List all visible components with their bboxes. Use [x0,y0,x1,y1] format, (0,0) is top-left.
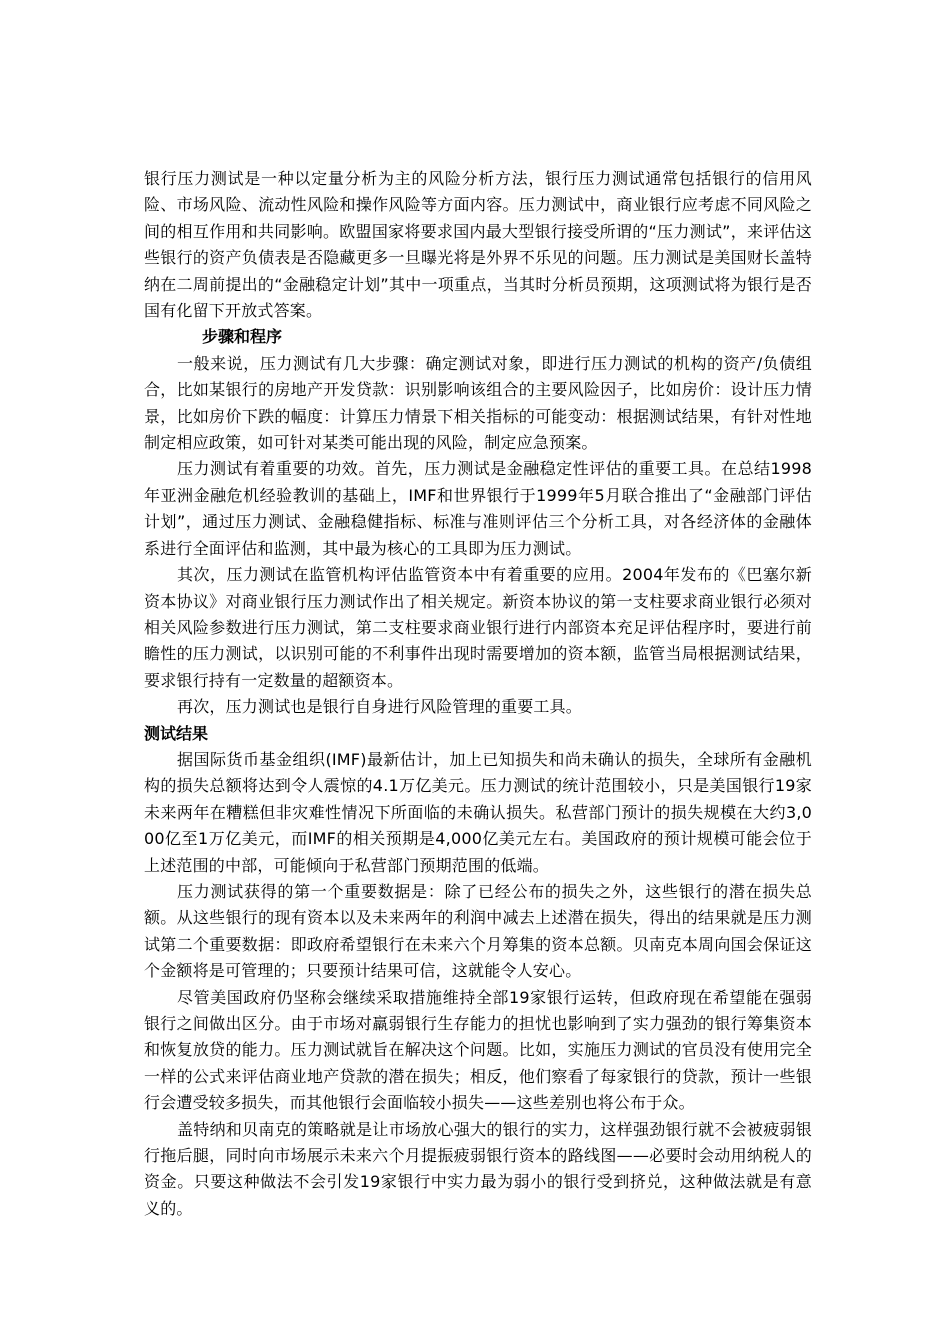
results-paragraph-2: 压力测试获得的第一个重要数据是：除了已经公布的损失之外，这些银行的潜在损失总额。从这些银行的现有资本以及未来两年的利润中减去上述潜在损失，得出的结果就是压力测试第二个重要数据：即政府希望银行在未来六个月筹集的资本总额。贝南克本周向国会保证这个金额将是可管理的；只要预计结果可信，这就能令人安心。 [144,881,812,981]
intro-paragraph: 银行压力测试是一种以定量分析为主的风险分析方法，银行压力测试通常包括银行的信用风险、市场风险、流动性风险和操作风险等方面内容。压力测试中，商业银行应考虑不同风险之间的相互作用和共同影响。欧盟国家将要求国内最大型银行接受所谓的“压力测试”，来评估这些银行的资产负债表是否隐藏更多一旦曝光将是外界不乐见的问题。压力测试是美国财长盖特纳在二周前提出的“金融稳定计划”其中一项重点，当其时分析员预期，这项测试将为银行是否国有化留下开放式答案。 [144,169,812,321]
steps-paragraph-4: 再次，压力测试也是银行自身进行风险管理的重要工具。 [177,697,583,717]
section-heading-results: 测试结果 [144,723,209,743]
document-body [144,166,812,1222]
section-heading-steps: 步骤和程序 [202,327,283,347]
results-paragraph-1: 据国际货币基金组织(IMF)最新估计，加上已知损失和尚未确认的损失，全球所有金融机构的损失总额将达到令人震惊的4.1万亿美元。压力测试的统计范围较小，只是美国银行19家未来两年在糟糕但非灾难性情况下所面临的未确认损失。私营部门预计的损失规模在大约3,000亿至1万亿美元，而IMF的相关预期是4,000亿美元左右。美国政府的预计规模可能会位于上述范围的中部，可能倾向于私营部门预期范围的低端。 [144,749,812,875]
results-paragraph-4: 盖特纳和贝南克的策略就是让市场放心强大的银行的实力，这样强劲银行就不会被疲弱银行拖后腿，同时向市场展示未来六个月提振疲弱银行资本的路线图——必要时会动用纳税人的资金。只要这种做法不会引发19家银行中实力最为弱小的银行受到挤兑，这种做法就是有意义的。 [144,1119,812,1218]
steps-paragraph-3: 其次，压力测试在监管机构评估监管资本中有着重要的应用。2004年发布的《巴塞尔新资本协议》对商业银行压力测试作出了相关规定。新资本协议的第一支柱要求商业银行必须对相关风险参数进行压力测试，第二支柱要求商业银行进行内部资本充足评估程序时，要进行前瞻性的压力测试，以识别可能的不利事件出现时需要增加的资本额，监管当局根据测试结果，要求银行持有一定数量的超额资本。 [144,565,812,690]
steps-paragraph-2: 压力测试有着重要的功效。首先，压力测试是金融稳定性评估的重要工具。在总结1998年亚洲金融危机经验教训的基础上，IMF和世界银行于1999年5月联合推出了“金融部门评估计划”，通过压力测试、金融稳健指标、标准与准则评估三个分析工具，对各经济体的金融体系进行全面评估和监测，其中最为核心的工具即为压力测试。 [144,459,812,558]
steps-paragraph-1: 一般来说，压力测试有几大步骤：确定测试对象，即进行压力测试的机构的资产/负债组合，比如某银行的房地产开发贷款：识别影响该组合的主要风险因子，比如房价：设计压力情景，比如房价下跌的幅度：计算压力情景下相关指标的可能变动：根据测试结果，有针对性地制定相应政策，如可针对某类可能出现的风险，制定应急预案。 [144,353,812,453]
results-paragraph-3: 尽管美国政府仍坚称会继续采取措施维持全部19家银行运转，但政府现在希望能在强弱银行之间做出区分。由于市场对羸弱银行生存能力的担忧也影响到了实力强劲的银行筹集资本和恢复放贷的能力。压力测试就旨在解决这个问题。比如，实施压力测试的官员没有使用完全一样的公式来评估商业地产贷款的潜在损失；相反，他们察看了每家银行的贷款，预计一些银行会遭受较多损失，而其他银行会面临较小损失——这些差别也将公布于众。 [144,987,812,1113]
